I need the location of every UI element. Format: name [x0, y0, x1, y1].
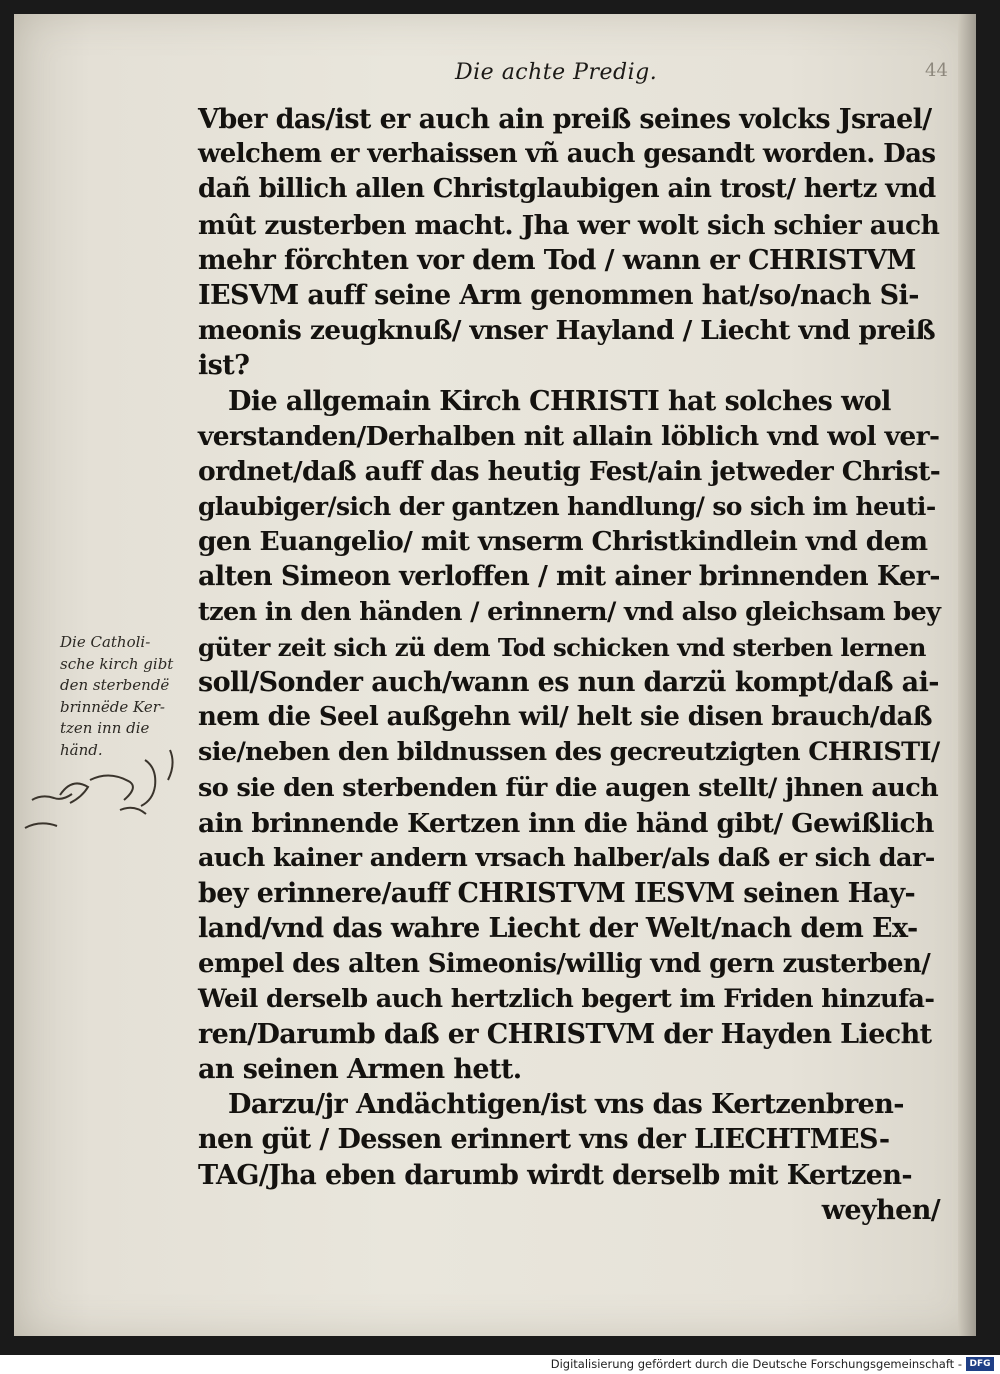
margin-note-line: tzen inn die: [60, 719, 150, 737]
text-line: alten Simeon verloffen / mit ainer brinnenden Ker-: [198, 561, 940, 593]
running-head: Die achte Predig.: [455, 60, 658, 85]
text-line: verstanden/Derhalben nit allain löblich vnd wol ver-: [198, 420, 940, 452]
dfg-logo: DFG: [966, 1357, 994, 1371]
handwritten-marks: [20, 740, 190, 840]
footer-bar: [0, 1355, 1000, 1374]
text-line: dañ billich allen Christglaubigen ain trost/ hertz vnd: [198, 174, 936, 205]
text-line: Vber das/ist er auch ain preiß seines volcks Jsrael/: [198, 104, 932, 135]
text-line: auch kainer andern vrsach halber/als daß er sich dar-: [198, 842, 935, 873]
text-line: güter zeit sich zü dem Tod schicken vnd sterben lernen: [198, 632, 926, 662]
text-line: sie/neben den bildnussen des gecreutzigten CHRISTI/: [198, 737, 940, 768]
text-line: nen güt / Dessen erinnert vns der LIECHTMES-: [198, 1124, 890, 1156]
text-line: ain brinnende Kertzen inn die händ gibt/ Gewißlich: [198, 807, 934, 839]
text-line: welchem er verhaissen vñ auch gesandt worden. Das: [198, 139, 936, 170]
margin-note-line: sche kirch gibt: [60, 654, 174, 673]
text-line: empel des alten Simeonis/willig vnd gern zusterben/: [198, 948, 931, 979]
catchword: weyhen/: [821, 1194, 940, 1226]
text-line: ordnet/daß auff das heutig Fest/ain jetweder Christ-: [198, 455, 941, 487]
text-line: tzen in den händen / erinnern/ vnd also gleichsam bey: [198, 596, 941, 627]
text-line: nem die Seel außgehn wil/ helt sie disen brauch/daß: [198, 702, 932, 733]
text-line: land/vnd das wahre Liecht der Welt/nach dem Ex-: [198, 913, 918, 945]
page-gutter: [958, 14, 976, 1336]
page-number: 44: [925, 60, 948, 81]
text-line: an seinen Armen hett.: [198, 1054, 522, 1086]
text-line: mehr förchten vor dem Tod / wann er CHRISTVM: [198, 244, 916, 276]
text-line: so sie den sterbenden für die augen stellt/ jhnen auch: [198, 772, 939, 803]
text-line: gen Euangelio/ mit vnserm Christkindlein vnd dem: [198, 526, 928, 558]
text-line: TAG/Jha eben darumb wirdt derselb mit Kertzen-: [198, 1159, 912, 1191]
text-line: bey erinnere/auff CHRISTVM IESVM seinen Hay-: [198, 878, 916, 910]
text-line: Die allgemain Kirch CHRISTI hat solches wol: [228, 385, 891, 417]
text-line: ren/Darumb daß er CHRISTVM der Hayden Liecht: [198, 1018, 932, 1050]
text-line: Weil derselb auch hertzlich begert im Friden hinzufa-: [198, 983, 935, 1014]
text-line: mût zusterben macht. Jha wer wolt sich schier auch: [198, 209, 940, 241]
margin-note-line: den sterbendë: [60, 676, 170, 694]
text-line: Darzu/jr Andächtigen/ist vns das Kertzenbren-: [228, 1089, 904, 1121]
text-line: soll/Sonder auch/wann es nun darzü kompt/daß ai-: [198, 667, 939, 698]
body-text: [198, 102, 940, 1228]
margin-note-line: händ.: [60, 740, 103, 759]
funding-credit: Digitalisierung gefördert durch die Deutsche Forschungsgemeinschaft -: [550, 1357, 962, 1371]
text-line: glaubiger/sich der gantzen handlung/ so sich im heuti-: [198, 492, 936, 522]
text-line: IESVM auff seine Arm genommen hat/so/nach Si-: [198, 279, 919, 311]
text-line: meonis zeugknuß/ vnser Hayland / Liecht vnd preiß: [198, 315, 936, 347]
margin-note-line: brinnëde Ker-: [60, 697, 165, 716]
text-line: ist?: [198, 350, 250, 382]
margin-note-line: Die Catholi-: [60, 633, 151, 651]
